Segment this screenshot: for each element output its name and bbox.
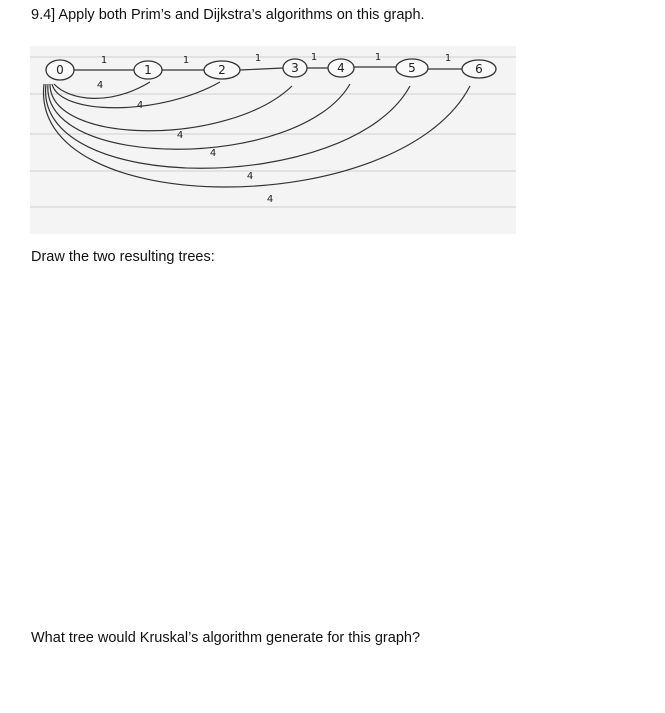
answer-area-kruskal (31, 655, 631, 705)
node-label: 2 (218, 63, 226, 77)
node-label: 5 (408, 61, 416, 75)
edge-weight: 1 (374, 52, 382, 63)
edge-weight: 1 (444, 53, 452, 64)
edge-weight: 4 (96, 80, 104, 91)
node-label: 1 (144, 63, 152, 77)
node-label: 6 (475, 62, 483, 76)
kruskal-prompt: What tree would Kruskal’s algorithm generate for this graph? (31, 630, 421, 646)
draw-trees-prompt: Draw the two resulting trees: (31, 249, 215, 265)
edge-weight: 4 (246, 171, 254, 182)
node-label: 0 (56, 63, 64, 77)
node-label: 3 (291, 61, 299, 75)
edge-weight: 4 (266, 194, 274, 205)
edge-weight: 4 (209, 148, 217, 159)
question-title: 9.4] Apply both Prim’s and Dijkstra’s algorithms on this graph. (31, 7, 425, 23)
edge-weight: 1 (182, 55, 190, 66)
answer-area-trees (31, 275, 631, 615)
graph-diagram (30, 46, 516, 234)
edge-weight: 4 (136, 100, 144, 111)
edge-weight: 1 (100, 55, 108, 66)
edge-weight: 1 (310, 52, 318, 63)
edge-weight: 4 (176, 130, 184, 141)
edge-weight: 1 (254, 53, 262, 64)
node-label: 4 (337, 61, 345, 75)
